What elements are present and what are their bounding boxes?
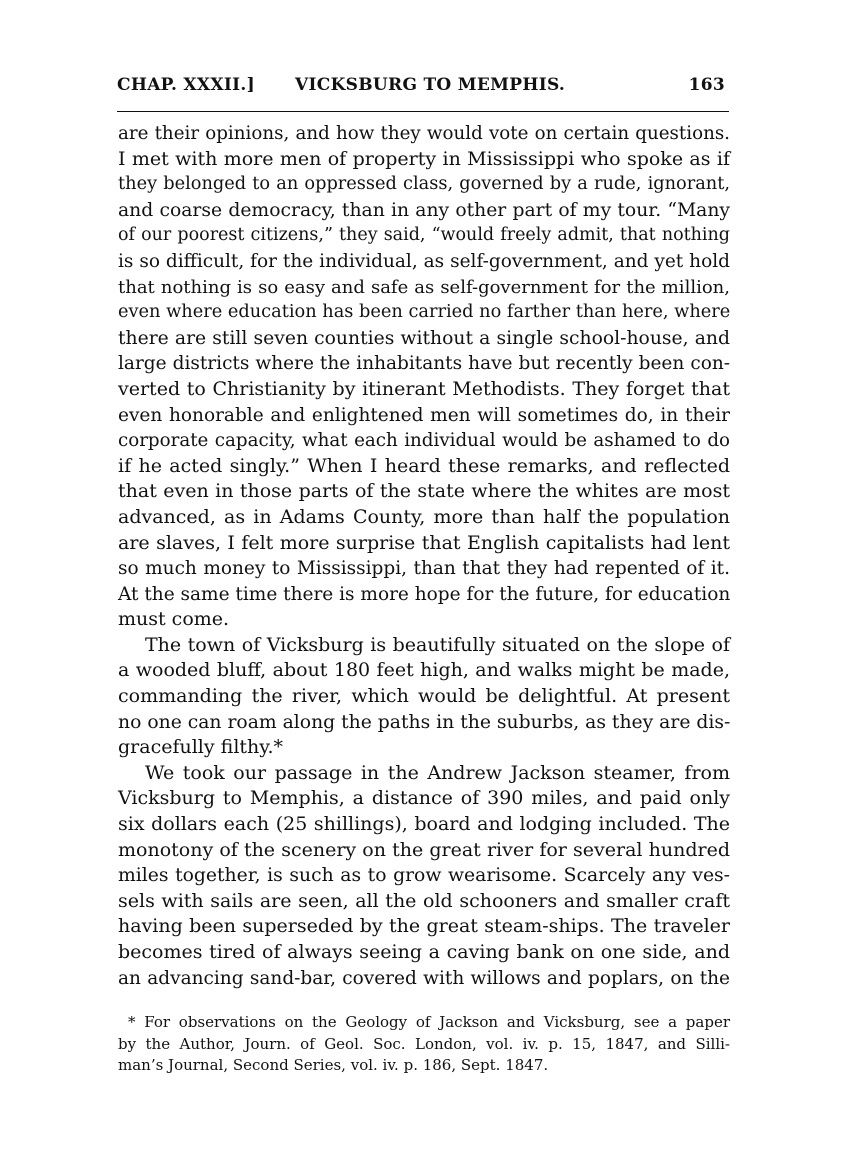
text-line: sels with sails are seen, all the old schooners and smaller craft xyxy=(118,889,730,912)
text-line: I met with more men of property in Mississippi who spoke as if xyxy=(118,147,730,170)
text-line: there are still seven counties without a single school-house, and xyxy=(118,327,730,349)
text-line: they belonged to an oppressed class, governed by a rude, ignorant, xyxy=(118,174,730,195)
running-title: VICKSBURG TO MEMPHIS. xyxy=(295,75,566,95)
text-line: so much money to Mississippi, than that they had repented of it. xyxy=(118,558,730,580)
text-line: an advancing sand-bar, covered with willows and poplars, on the xyxy=(118,967,730,989)
text-line: and coarse democracy, than in any other part of my tour. “Many xyxy=(118,199,730,221)
footnote-line: * For observations on the Geology of Jackson and Vicksburg, see a paper xyxy=(128,1013,730,1031)
text-line: is so difficult, for the individual, as self-government, and yet hold xyxy=(118,250,730,272)
text-line: large districts where the inhabitants have but recently been con- xyxy=(118,353,730,375)
text-line: six dollars each (25 shillings), board and lodging included. The xyxy=(118,813,730,836)
page-number: 163 xyxy=(688,75,725,95)
body-text xyxy=(118,121,730,991)
text-line: At the same time there is more hope for the future, for education xyxy=(118,583,731,605)
text-line: We took our passage in the Andrew Jackson steamer, from xyxy=(145,761,730,784)
running-header xyxy=(117,75,729,101)
header-rule xyxy=(117,111,729,112)
text-line: of our poorest citizens,” they said, “would freely admit, that nothing xyxy=(118,225,730,246)
text-line: monotony of the scenery on the great river for several hundred xyxy=(118,838,730,861)
text-line: must come. xyxy=(118,608,230,631)
text-line: are slaves, I felt more surprise that English capitalists had lent xyxy=(118,531,730,554)
text-line: The town of Vicksburg is beautifully situated on the slope of xyxy=(145,633,730,656)
text-line: even where education has been carried no farther than here, where xyxy=(118,302,731,323)
text-line: corporate capacity, what each individual would be ashamed to do xyxy=(118,430,730,452)
text-line: commanding the river, which would be delightful. At present xyxy=(118,685,730,708)
text-line: if he acted singly.” When I heard these remarks, and reflected xyxy=(118,454,730,477)
text-line: miles together, is such as to grow wearisome. Scarcely any ves- xyxy=(118,865,730,887)
text-line: advanced, as in Adams County, more than half the population xyxy=(118,505,730,528)
text-line: that nothing is so easy and safe as self-government for the million, xyxy=(118,276,730,298)
text-line: even honorable and enlightened men will sometimes do, in their xyxy=(118,404,730,426)
text-line: Vicksburg to Memphis, a distance of 390 miles, and paid only xyxy=(118,787,730,810)
text-line: a wooded bluff, about 180 feet high, and walks might be made, xyxy=(118,659,730,682)
text-line: no one can roam along the paths in the suburbs, as they are dis- xyxy=(118,711,731,733)
text-line: that even in those parts of the state where the whites are most xyxy=(118,480,730,503)
text-line: having been superseded by the great steam-ships. The traveler xyxy=(118,915,730,938)
footnote-line: man’s Journal, Second Series, vol. iv. p. 186, Sept. 1847. xyxy=(118,1056,549,1074)
text-line: are their opinions, and how they would vote on certain questions. xyxy=(118,123,730,144)
footnote xyxy=(118,1012,730,1077)
text-line: becomes tired of always seeing a caving bank on one side, and xyxy=(118,941,730,963)
footnote-line: by the Author, Journ. of Geol. Soc. London, vol. iv. p. 15, 1847, and Silli- xyxy=(118,1034,730,1053)
chapter-label: CHAP. XXXII.] xyxy=(117,75,255,95)
text-line: gracefully filthy.* xyxy=(118,736,284,759)
text-line: verted to Christianity by itinerant Methodists. They forget that xyxy=(118,377,730,400)
